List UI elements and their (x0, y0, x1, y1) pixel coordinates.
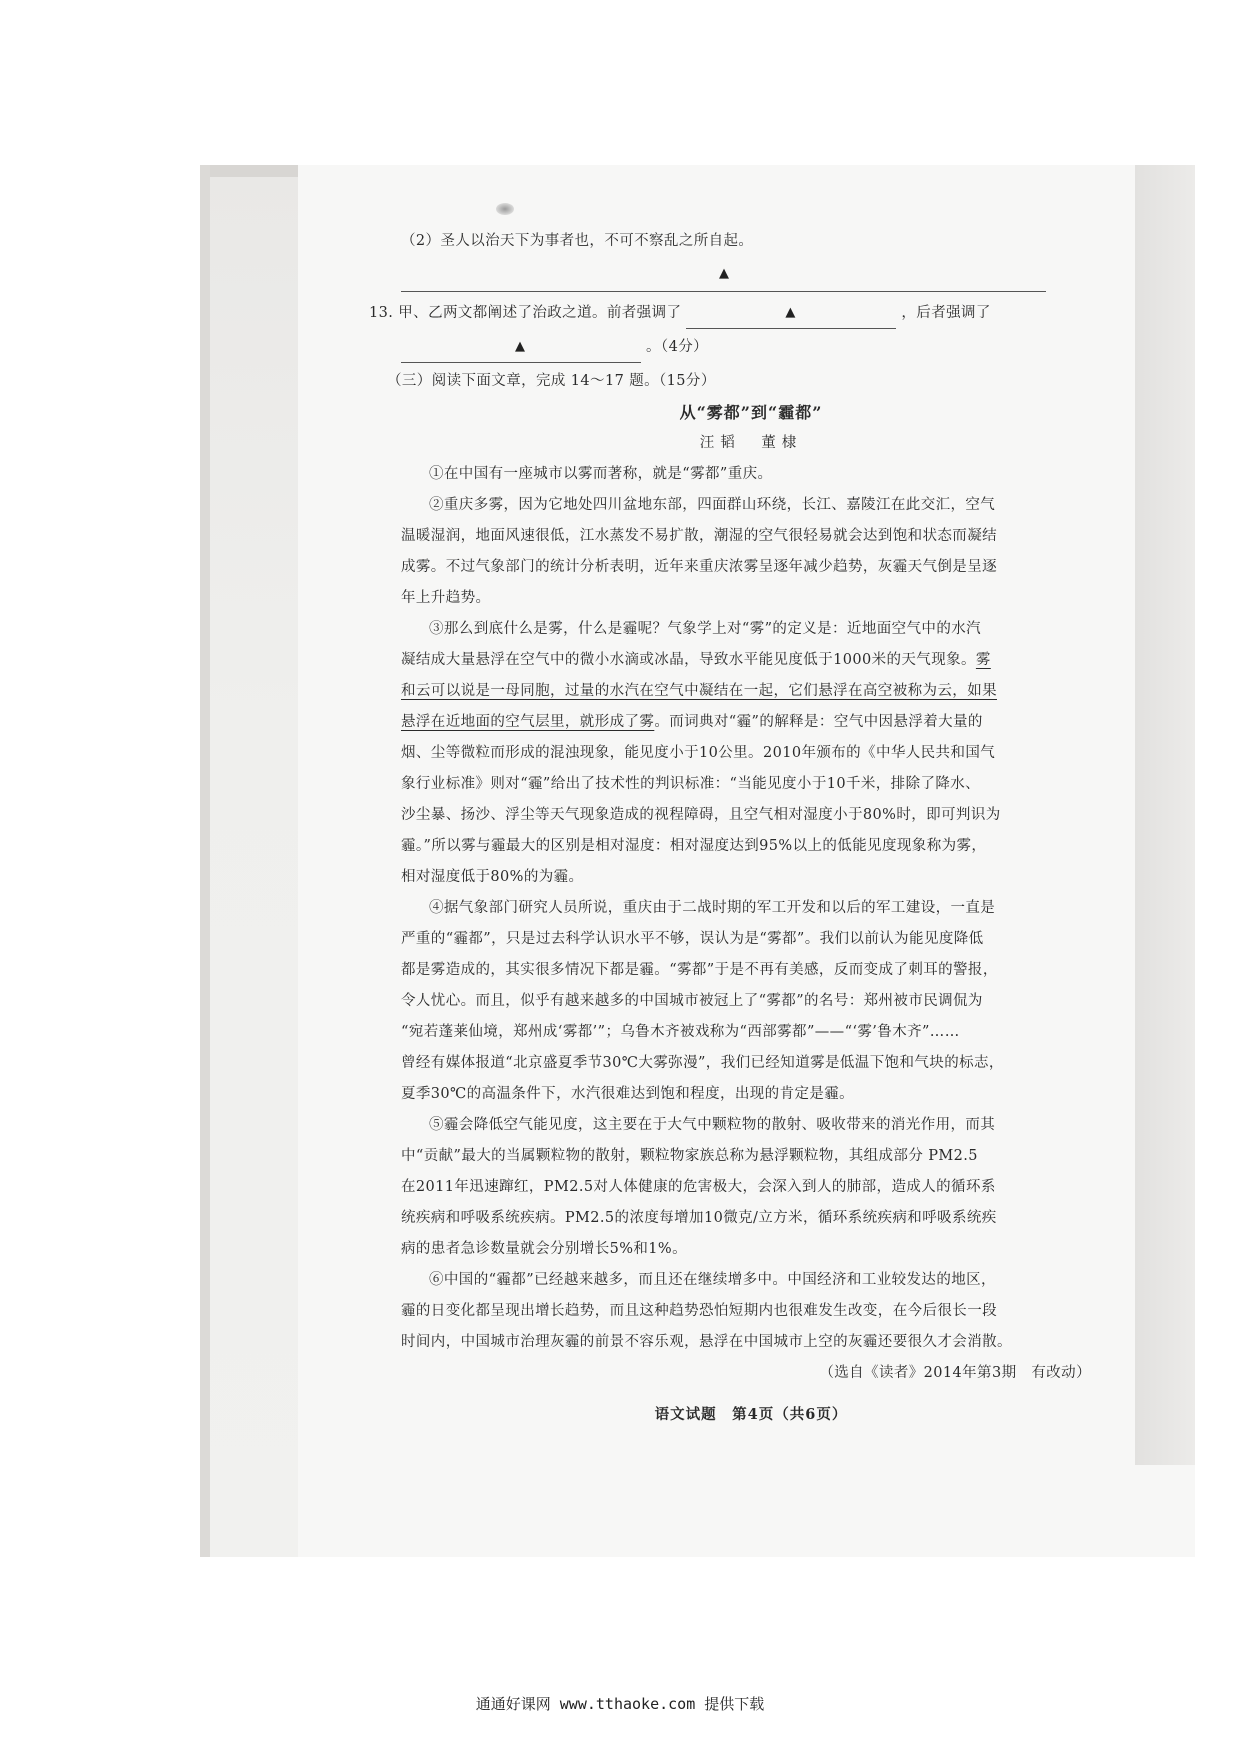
underlined-text: 和云可以说是一母同胞，过量的水汽在空气中凝结在一起，它们悬浮在高空被称为云，如果 (401, 683, 997, 699)
paragraph-4 (401, 893, 1101, 1110)
text-line: 温暖湿润，地面风速很低，江水蒸发不易扩散，潮湿的空气很轻易就会达到饱和状态而凝结 (401, 528, 997, 544)
answer-blank (401, 257, 1046, 292)
scan-shadow (200, 165, 210, 1557)
question-12-2: （2）圣人以治天下为事者也，不可不察乱之所自起。 (401, 233, 754, 249)
answer-triangle-icon: ▲ (785, 305, 796, 320)
paper-edge (1135, 165, 1195, 1465)
answer-triangle-icon: ▲ (515, 339, 526, 354)
text-line: 病的患者急诊数量就会分别增长5%和1%。 (401, 1241, 688, 1257)
paragraph-3 (401, 614, 1101, 893)
paragraph-2 (401, 490, 1101, 614)
underlined-text: 悬浮在近地面的空气层里，就形成了雾 (401, 714, 655, 730)
underlined-text: 雾 (975, 652, 991, 668)
section-heading: （三）阅读下面文章，完成 14～17 题。（15分） (387, 373, 716, 389)
paragraph-6 (401, 1265, 1101, 1358)
article-source: （选自《读者》2014年第3期 有改动） (819, 1365, 1091, 1381)
text-line: ⑥中国的“霾都”已经越来越多，而且还在继续增多中。中国经济和工业较发达的地区， (429, 1272, 996, 1288)
text-line: 沙尘暴、扬沙、浮尘等天气现象造成的视程障碍，且空气相对湿度小于80%时，即可判识为 (401, 807, 1001, 823)
text-line: ②重庆多雾，因为它地处四川盆地东部，四面群山环绕，长江、嘉陵江在此交汇，空气 (429, 497, 996, 513)
question-13-points: 。（4分） (646, 339, 708, 355)
download-credit: 通通好课网 www.tthaoke.com 提供下载 (475, 1695, 765, 1713)
text-line: ⑤霾会降低空气能见度，这主要在于大气中颗粒物的散射、吸收带来的消光作用，而其 (429, 1117, 996, 1133)
text-span: 。而词典对“霾”的解释是：空气中因悬浮着大量的 (654, 714, 983, 730)
text-line: “宛若蓬莱仙境，郑州成‘雾都’”；乌鲁木齐被戏称为“西部雾都”——“‘雾’鲁木齐”…… (401, 1024, 960, 1040)
answer-triangle-icon: ▲ (719, 266, 730, 281)
page-number: 语文试题 第4页（共6页） (654, 1406, 848, 1423)
text-line: 令人忧心。而且，似乎有越来越多的中国城市被冠上了“雾都”的名号：郑州被市民调侃为 (401, 993, 983, 1009)
text-line: ④据气象部门研究人员所说，重庆由于二战时期的军工开发和以后的军工建设，一直是 (429, 900, 996, 916)
text-line: 曾经有媒体报道“北京盛夏季节30℃大雾弥漫”，我们已经知道雾是低温下饱和气块的标志， (401, 1055, 1004, 1071)
article-title: 从“雾都”到“霾都” (679, 403, 823, 422)
text-line: 霾。”所以雾与霾最大的区别是相对湿度：相对湿度达到95%以上的低能见度现象称为雾， (401, 838, 987, 854)
text-line: 烟、尘等微粒而形成的混浊现象，能见度小于10公里。2010年颁布的《中华人民共和国气 (401, 745, 996, 761)
text-line: 严重的“霾都”，只是过去科学认识水平不够，误认为是“雾都”。我们以前认为能见度降低 (401, 931, 984, 947)
question-13 (369, 298, 1101, 332)
text-line: 霾的日变化都呈现出增长趋势，而且这种趋势恐怕短期内也很难发生改变，在今后很长一段 (401, 1303, 997, 1319)
text-line: 年上升趋势。 (401, 590, 491, 606)
text-line: 时间内，中国城市治理灰霾的前景不容乐观，悬浮在中国城市上空的灰霾还要很久才会消散。 (401, 1334, 1012, 1350)
question-13-continued (401, 332, 1101, 366)
paragraph-5 (401, 1110, 1101, 1265)
text-line (401, 645, 1101, 676)
text-line: 象行业标准》则对“霾”给出了技术性的判识标准：“当能见度小于10千米，排除了降水、 (401, 776, 981, 792)
paragraph-1: ①在中国有一座城市以雾而著称，就是“雾都”重庆。 (429, 466, 773, 482)
answer-blank (686, 305, 896, 329)
question-13-text: ，后者强调了 (901, 305, 991, 321)
text-line: 统疾病和呼吸系统疾病。PM2.5的浓度每增加10微克/立方米，循环系统疾病和呼吸系统疾 (401, 1210, 997, 1226)
exam-content (369, 226, 1101, 1430)
ink-smudge (496, 203, 514, 215)
text-line: 相对湿度低于80%的为霾。 (401, 869, 584, 885)
text-line: 在2011年迅速蹿红，PM2.5对人体健康的危害极大，会深入到人的肺部，造成人的循环系 (401, 1179, 996, 1195)
text-line (401, 707, 1101, 738)
article-author: 汪韬 董棣 (699, 435, 803, 451)
question-13-text: 13. 甲、乙两文都阐述了治政之道。前者强调了 (369, 305, 682, 321)
text-line: ③那么到底什么是雾，什么是霾呢？气象学上对“雾”的定义是：近地面空气中的水汽 (429, 621, 982, 637)
text-line: 都是雾造成的，其实很多情况下都是霾。“雾都”于是不再有美感，反而变成了刺耳的警报， (401, 962, 998, 978)
answer-blank (401, 339, 641, 363)
text-line: 夏季30℃的高温条件下，水汽很难达到饱和程度，出现的肯定是霾。 (401, 1086, 855, 1102)
text-span: 凝结成大量悬浮在空气中的微小水滴或冰晶，导致水平能见度低于1000米的天气现象。 (401, 652, 976, 668)
text-line: 中“贡献”最大的当属颗粒物的散射，颗粒物家族总称为悬浮颗粒物，其组成部分 PM2.5 (401, 1148, 978, 1164)
text-line: 成雾。不过气象部门的统计分析表明，近年来重庆浓雾呈逐年减少趋势，灰霾天气倒是呈逐 (401, 559, 997, 575)
